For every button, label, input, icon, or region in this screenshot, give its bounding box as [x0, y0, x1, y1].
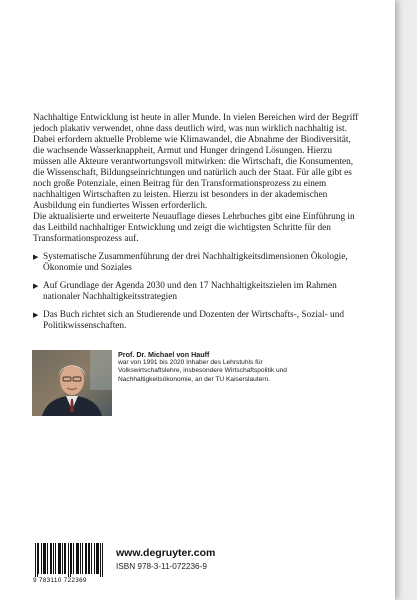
- triangle-bullet-icon: ▶: [33, 253, 39, 261]
- publisher-url: www.degruyter.com: [116, 547, 216, 559]
- cover-top-margin: [0, 0, 395, 88]
- blurb-paragraph-1: Nachhaltige Entwicklung ist heute in aller Munde. In vielen Bereichen wird der Begriff jedoch plakativ verwendet, ohne dass deutlich wird, was nun wirklich nachhaltig ist. Dabei erfordern aktuelle Probleme wie Klimawandel, die Abnahme der Biodiversität, die wachsende Wasserknappheit, Armut und Hunger dringend Lösungen. Hierzu müssen alle Akteure verantwortungsvoll mitwirken: die Wirtschaft, die Konsumenten, die Wissenschaft, Bildungseinrichtungen und natürlich auch der Staat. Für alle gibt es noch große Potenziale, einen Beitrag für den Transformationsprozess zu einem nachhaltigen Wirtschaften zu leisten. Hierzu ist besonders in der akademischen Ausbildung ein fundiertes Wissen erforderlich.: [33, 113, 359, 211]
- barcode-digits: 9 783110 722369: [33, 577, 87, 584]
- author-bio: war von 1991 bis 2020 Inhaber des Lehrstuhls für Volkswirtschaftslehre, insbesondere Wirtschaftspolitik und Nachhaltigkeitsökonomie, an der TU Kaiserslautern.: [118, 359, 287, 383]
- bullet-item: [33, 252, 363, 274]
- author-name: Prof. Dr. Michael von Hauff: [118, 350, 210, 359]
- triangle-bullet-icon: ▶: [33, 311, 39, 319]
- bullet-text: Das Buch richtet sich an Studierende und Dozenten der Wirtschafts-, Sozial- und Politikwissenschaften.: [43, 310, 345, 331]
- author-info: [118, 350, 288, 384]
- feature-bullet-list: [33, 252, 363, 339]
- bullet-item: [33, 310, 363, 332]
- triangle-bullet-icon: ▶: [33, 282, 39, 290]
- blurb-paragraph-2: Die aktualisierte und erweiterte Neuauflage dieses Lehrbuches gibt eine Einführung in das Leitbild nachhaltiger Entwicklung und zeigt die wichtigsten Schritte für den Transformationsprozess auf.: [33, 212, 355, 244]
- bullet-item: [33, 281, 363, 303]
- bullet-text: Auf Grundlage der Agenda 2030 und den 17 Nachhaltigkeitszielen im Rahmen nationaler Nachhaltigkeitsstrategien: [43, 281, 337, 302]
- isbn-number: ISBN 978-3-11-072236-9: [116, 562, 207, 571]
- author-photo: [32, 350, 112, 416]
- blurb-text: [33, 113, 359, 245]
- barcode-bars: [33, 543, 105, 577]
- bullet-text: Systematische Zusammenführung der drei Nachhaltigkeitsdimensionen Ökologie, Ökonomie und Soziales: [43, 252, 348, 273]
- isbn-barcode: [33, 543, 105, 586]
